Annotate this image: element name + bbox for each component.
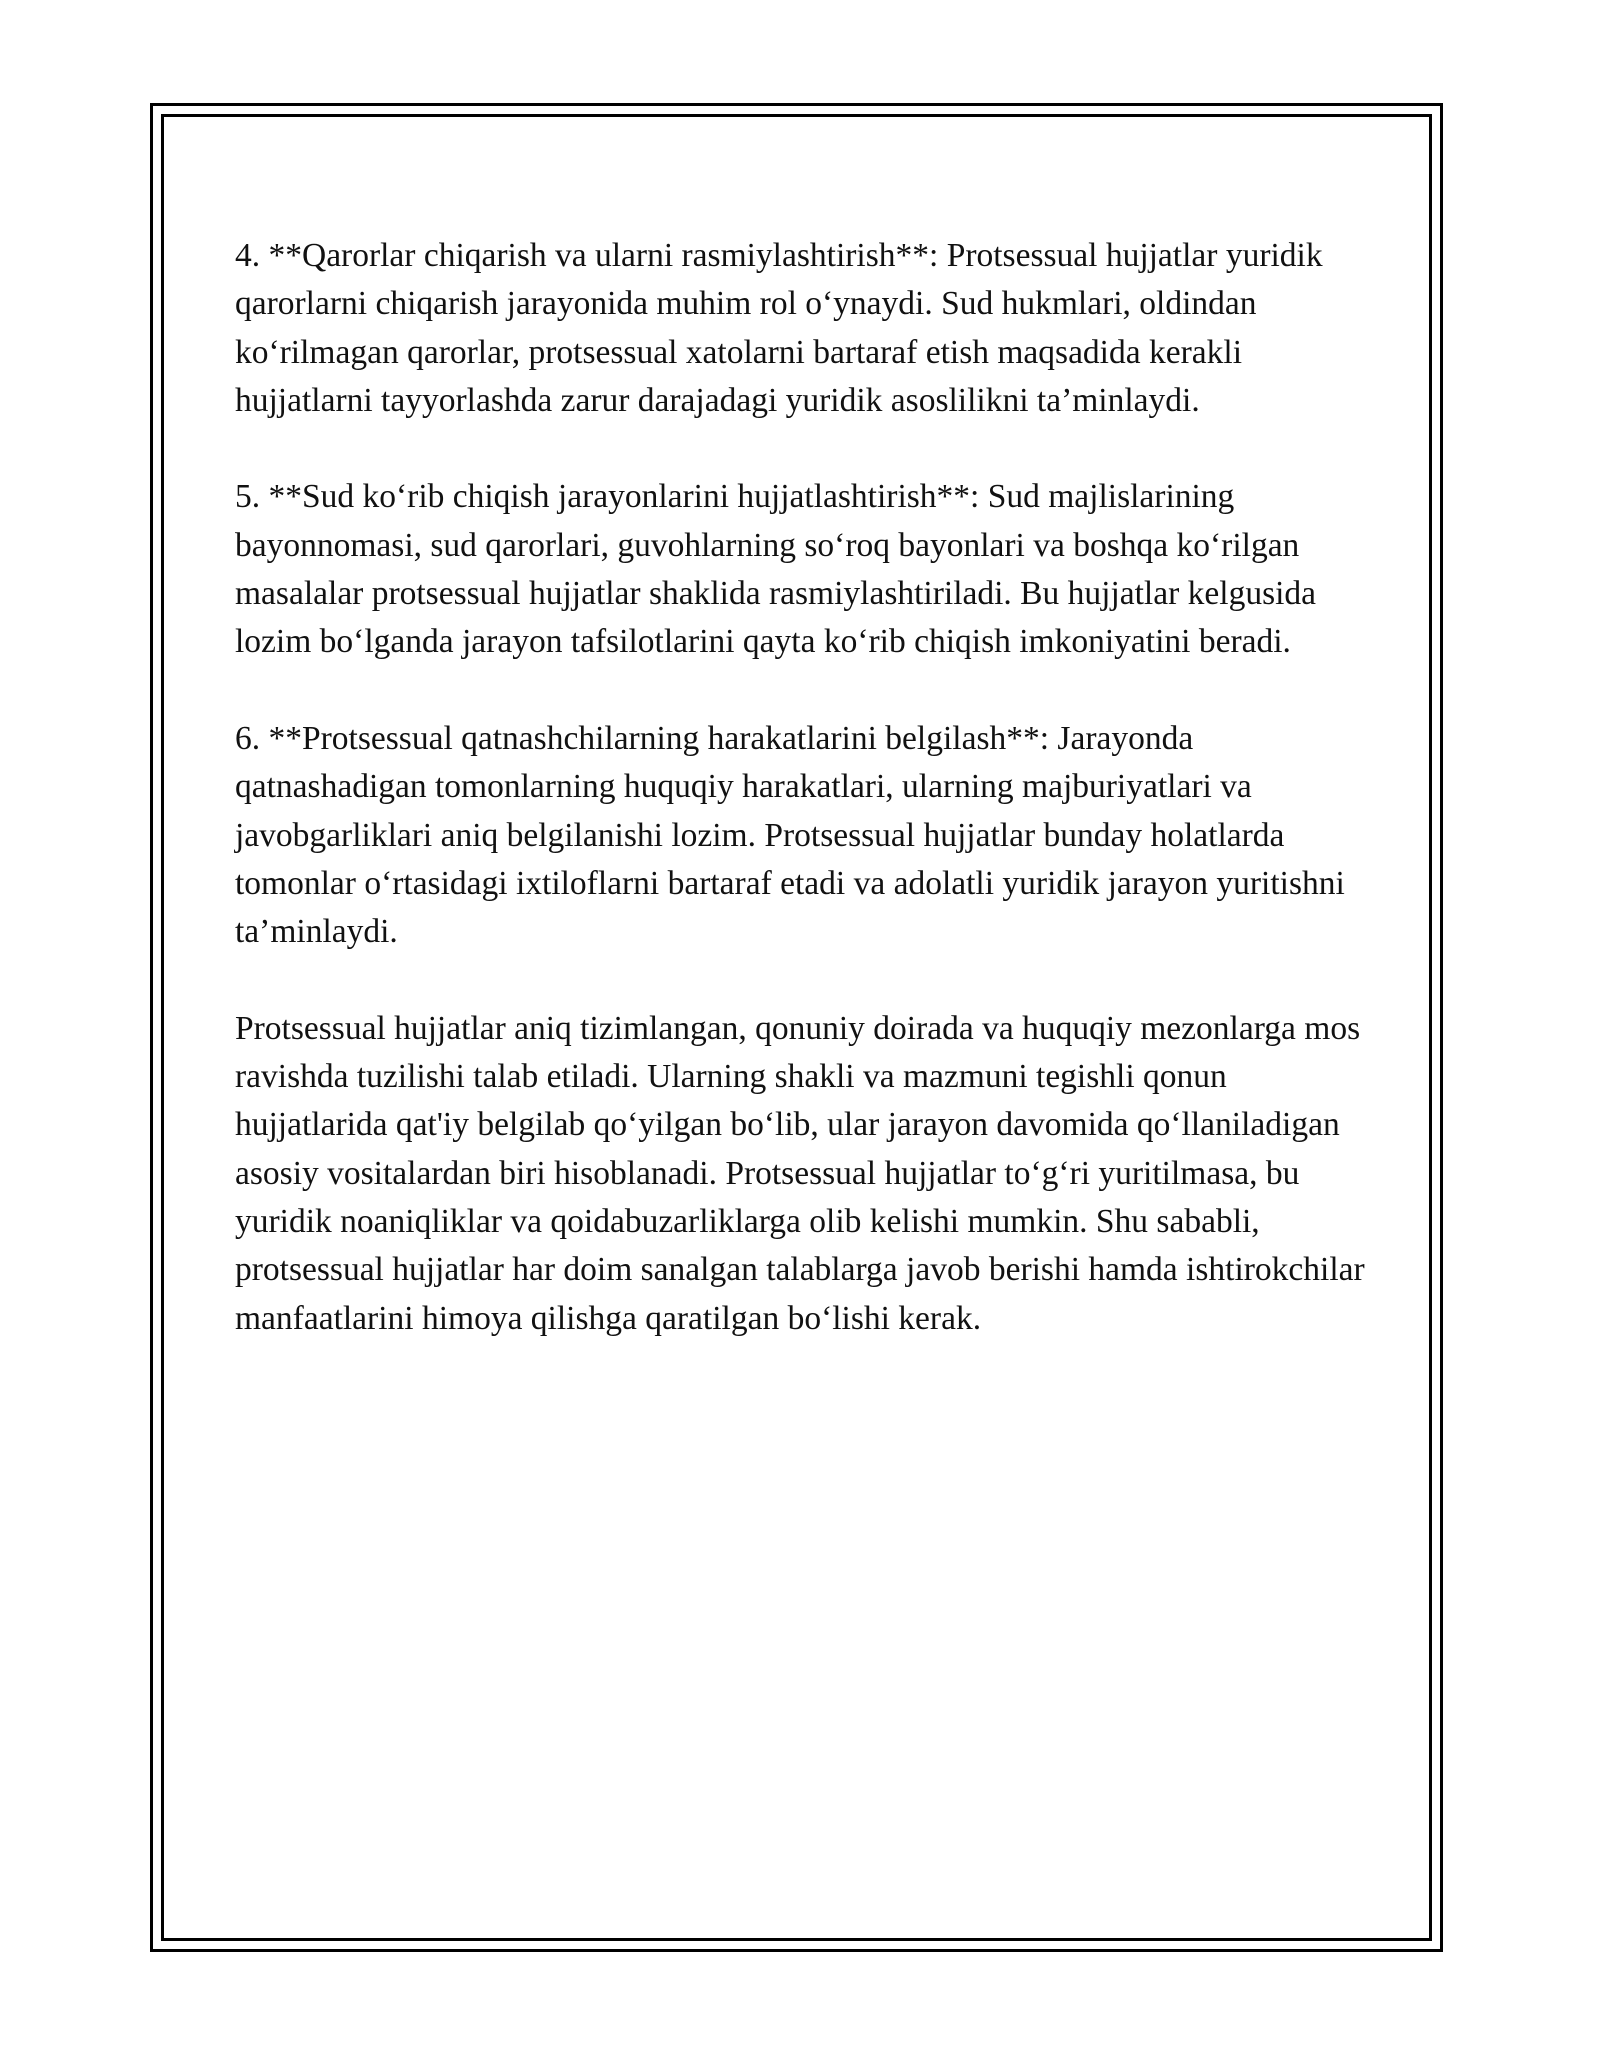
- paragraph-item-5: 5. **Sud ko‘rib chiqish jarayonlarini hujjatlashtirish**: Sud majlislarining bayonnomasi, sud qarorlari, guvohlarning so‘roq bayonlari va boshqa ko‘rilgan masalalar protsessual hujjatlar shaklida rasmiylashtiriladi. Bu hujjatlar kelgusida lozim bo‘lganda jarayon tafsilotlarini qayta ko‘rib chiqish imkoniyatini beradi.: [235, 478, 1317, 661]
- document-body: [235, 232, 1375, 1343]
- paragraph-item-6: 6. **Protsessual qatnashchilarning harakatlarini belgilash**: Jarayonda qatnashadigan tomonlarning huquqiy harakatlari, ularning majburiyatlari va javobgarliklari aniq belgilanishi lozim. Protsessual hujjatlar bunday holatlarda tomonlar o‘rtasidagi ixtiloflarni bartaraf etadi va adolatli yuridik jarayon yuritishni ta’minlaydi.: [235, 719, 1345, 951]
- paragraph-item-4: 4. **Qarorlar chiqarish va ularni rasmiylashtirish**: Protsessual hujjatlar yuridik qarorlarni chiqarish jarayonida muhim rol o‘ynaydi. Sud hukmlari, oldindan ko‘rilmagan qarorlar, protsessual xatolarni bartaraf etish maqsadida kerakli hujjatlarni tayyorlashda zarur darajadagi yuridik asoslilikni ta’minlaydi.: [235, 237, 1323, 419]
- paragraph-conclusion: Protsessual hujjatlar aniq tizimlangan, qonuniy doirada va huquqiy mezonlarga mos ravishda tuzilishi talab etiladi. Ularning shakli va mazmuni tegishli qonun hujjatlarida qat'iy belgilab qo‘yilgan bo‘lib, ular jarayon davomida qo‘llaniladigan asosiy vositalardan biri hisoblanadi. Protsessual hujjatlar to‘g‘ri yuritilmasa, bu yuridik noaniqliklar va qoidabuzarliklarga olib kelishi mumkin. Shu sababli, protsessual hujjatlar har doim sanalgan talablarga javob berishi hamda ishtirokchilar manfaatlarini himoya qilishga qaratilgan bo‘lishi kerak.: [235, 1009, 1365, 1337]
